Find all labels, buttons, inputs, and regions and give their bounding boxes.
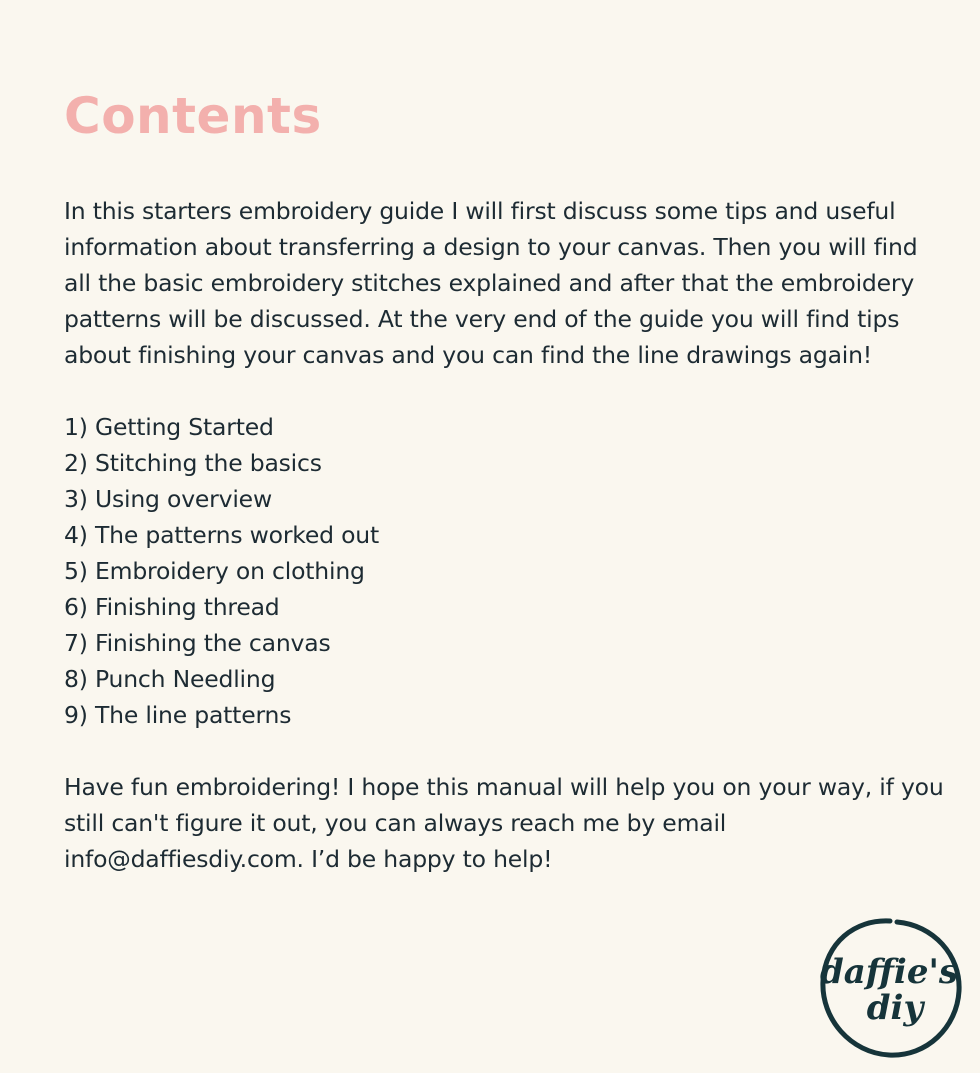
toc-item: 4) The patterns worked out	[64, 521, 379, 549]
intro-paragraph: In this starters embroidery guide I will first discuss some tips and useful information about transferring a design to your canvas. Then you will find all the basic embroidery stitches explained and after that the embroidery patterns will be discussed. At the very end of the guide you will find tips about finishing your canvas and you can find the line drawings again!	[64, 197, 918, 369]
page-title: Contents	[64, 87, 322, 145]
toc-item: 2) Stitching the basics	[64, 449, 322, 477]
toc-item: 7) Finishing the canvas	[64, 629, 331, 657]
logo-text-daffies: daffie's	[819, 952, 959, 992]
daffies-diy-logo	[815, 915, 965, 1061]
toc-item: 3) Using overview	[64, 485, 272, 513]
toc-item: 5) Embroidery on clothing	[64, 557, 365, 585]
toc-item: 1) Getting Started	[64, 413, 274, 441]
toc-item: 9) The line patterns	[64, 701, 292, 729]
logo-text-diy: diy	[866, 988, 924, 1028]
table-of-contents	[64, 409, 379, 733]
closing-paragraph: Have fun embroidering! I hope this manual will help you on your way, if you still can't figure it out, you can always reach me by email info@daffiesdiy.com. I’d be happy to help!	[64, 773, 944, 873]
toc-item: 8) Punch Needling	[64, 665, 276, 693]
toc-item: 6) Finishing thread	[64, 593, 280, 621]
